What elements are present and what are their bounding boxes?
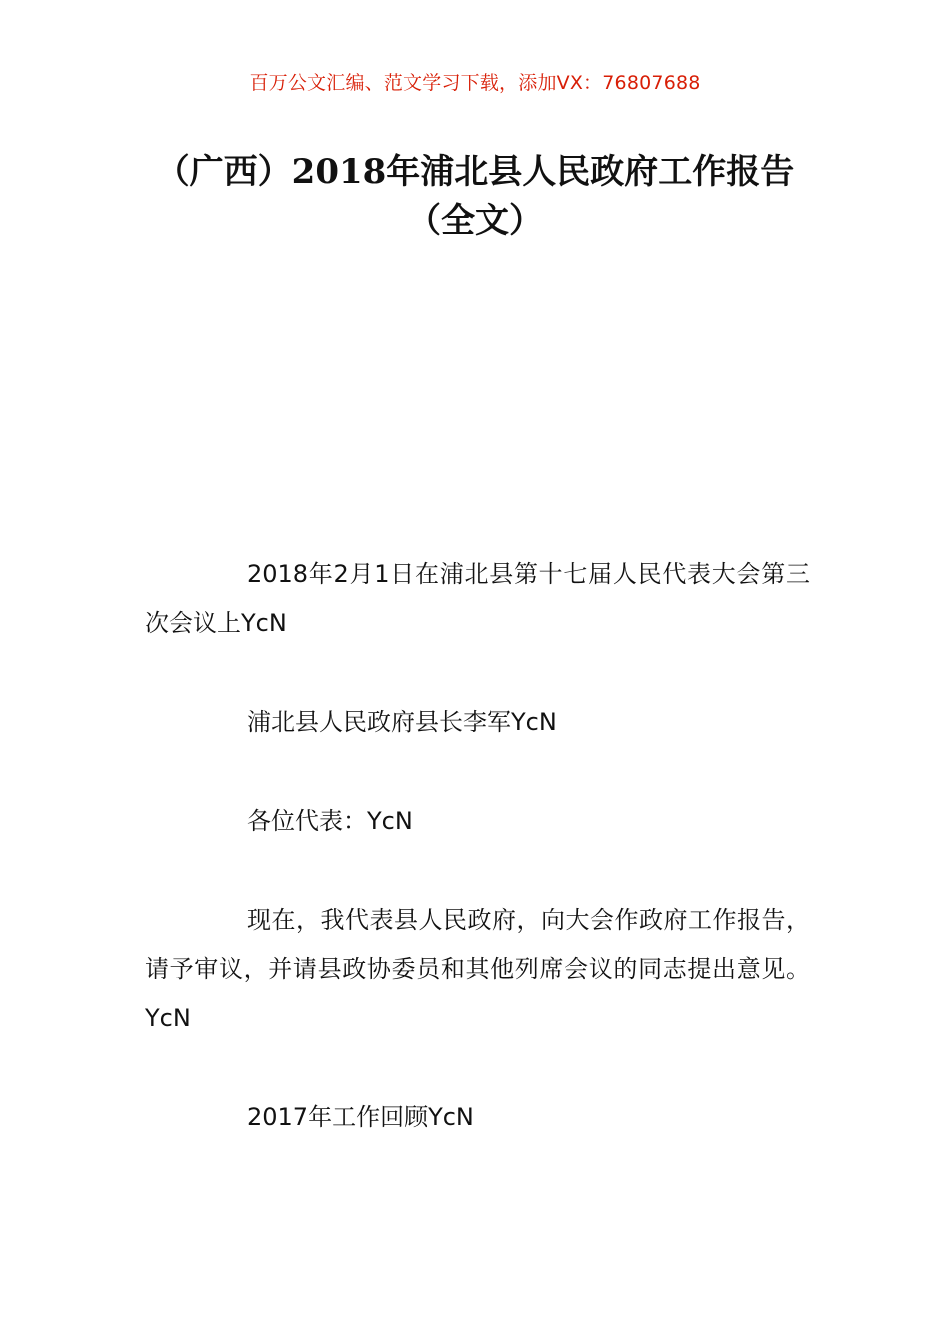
header-watermark-note: 百万公文汇编、范文学习下载，添加VX：76807688 (249, 72, 701, 94)
section-heading-paragraph: 2017年工作回顾YcN (247, 1103, 474, 1131)
title-line-2: （全文） (407, 201, 543, 241)
document-title (120, 148, 830, 246)
salutation-paragraph: 各位代表：YcN (247, 807, 413, 835)
title-line-1: （广西）2018年浦北县人民政府工作报告 (155, 152, 795, 192)
document-body (145, 550, 810, 1192)
meeting-info-paragraph: 2018年2月1日在浦北县第十七届人民代表大会第三次会议上YcN (145, 560, 810, 637)
speaker-paragraph: 浦北县人民政府县长李军YcN (247, 708, 557, 736)
intro-paragraph: 现在，我代表县人民政府，向大会作政府工作报告，请予审议，并请县政协委员和其他列席会议的同志提出意见。YcN (145, 906, 810, 1032)
